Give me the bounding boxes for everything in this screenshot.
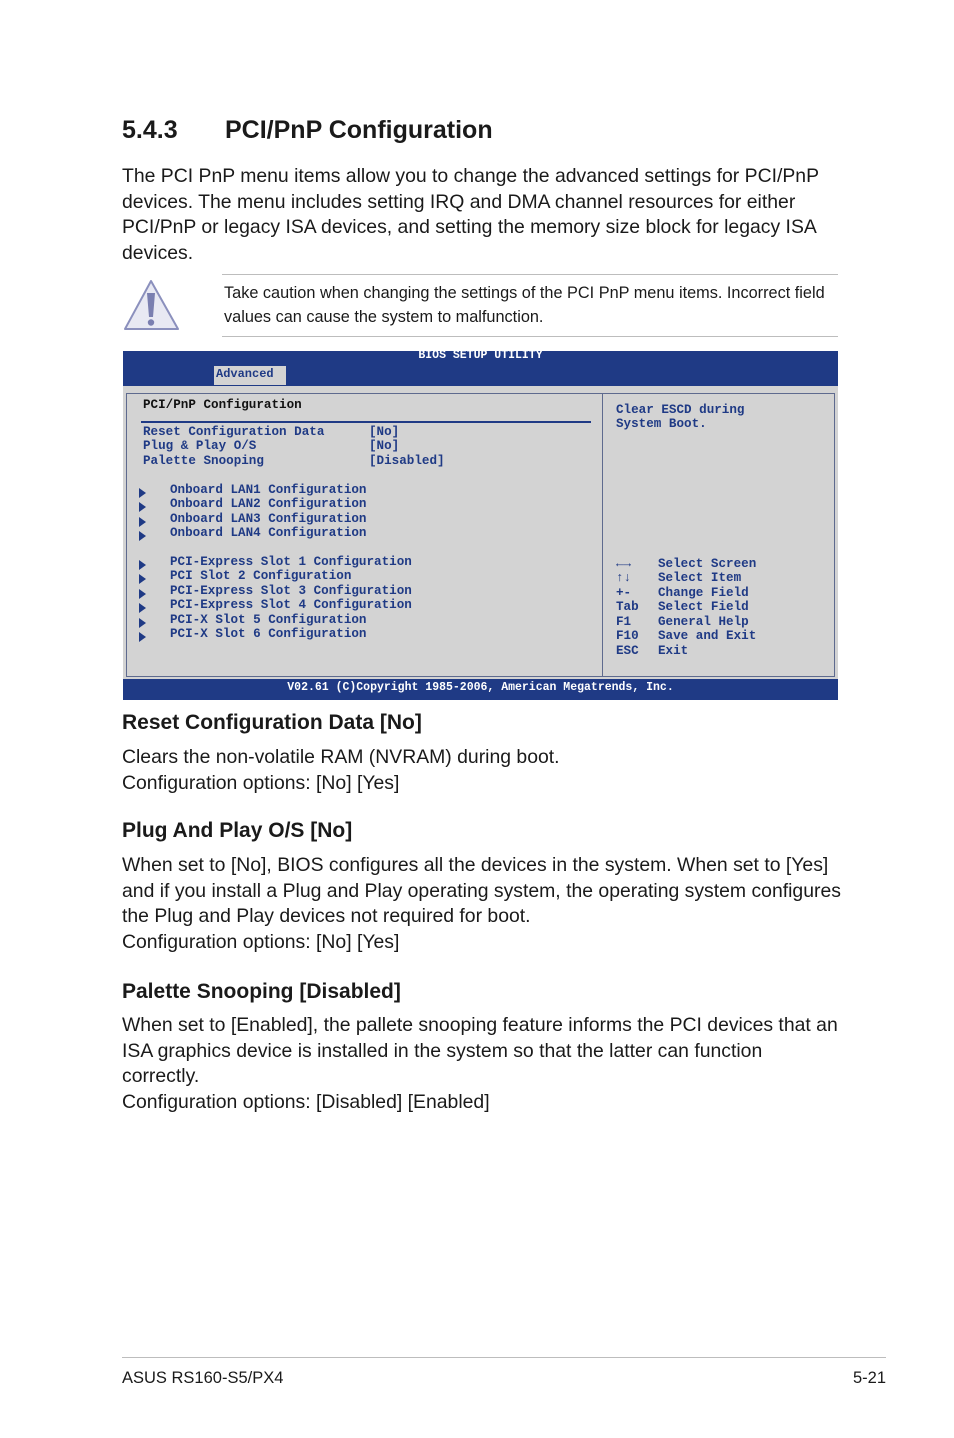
key-f10: F10 xyxy=(616,629,639,644)
setting-values xyxy=(369,425,445,468)
setting-palette-snooping[interactable]: Palette Snooping xyxy=(143,453,264,468)
action-select-screen: Select Screen xyxy=(658,557,757,571)
section-title xyxy=(122,116,493,145)
help-line-2: System Boot. xyxy=(616,417,707,432)
pnp-body: When set to [No], BIOS configures all the devices in the system. When set to [Yes] and if you install a Plug and Play operating system, the operating system configures the Plug and Play devices not required for boot. xyxy=(122,854,841,928)
setting-plug-play-os[interactable]: Plug & Play O/S xyxy=(143,439,257,454)
submenu-pcie-slot4[interactable]: PCI-Express Slot 4 Configuration xyxy=(170,598,412,613)
submenu-onboard-lan4[interactable]: Onboard LAN4 Configuration xyxy=(170,526,367,541)
bios-title: BIOS SETUP UTILITY xyxy=(418,349,543,362)
value-plug-play-os[interactable]: [No] xyxy=(369,439,400,454)
key-tab: Tab xyxy=(616,600,639,615)
palette-options: Configuration options: [Disabled] [Enabled] xyxy=(122,1091,490,1113)
triangle-right-icon xyxy=(139,517,146,527)
section-name: PCI/PnP Configuration xyxy=(225,116,493,144)
submenu-pcix-slot6[interactable]: PCI-X Slot 6 Configuration xyxy=(170,627,367,642)
triangle-right-icon xyxy=(139,488,146,498)
bios-panel-divider xyxy=(602,393,603,677)
action-general-help: General Help xyxy=(658,614,749,629)
caution-bottom-rule xyxy=(222,336,838,337)
key-left-right: ←→ xyxy=(616,557,632,571)
action-change-field: Change Field xyxy=(658,585,749,600)
help-line-1: Clear ESCD during xyxy=(616,403,745,417)
action-exit: Exit xyxy=(658,643,689,658)
submenu-pcix-slot5[interactable]: PCI-X Slot 5 Configuration xyxy=(170,612,367,627)
submenu-onboard-lan3[interactable]: Onboard LAN3 Configuration xyxy=(170,511,367,526)
key-f1: F1 xyxy=(616,614,632,629)
bios-header-rule xyxy=(141,421,591,423)
section-number: 5.4.3 xyxy=(122,116,178,144)
submenu-pcie-slot3[interactable]: PCI-Express Slot 3 Configuration xyxy=(170,583,412,598)
triangle-right-icon xyxy=(139,574,146,584)
key-actions xyxy=(658,557,756,658)
footer-product: ASUS RS160-S5/PX4 xyxy=(122,1369,284,1387)
submenu-onboard-lan2[interactable]: Onboard LAN2 Configuration xyxy=(170,497,367,512)
lan-list xyxy=(170,483,367,541)
tab-advanced[interactable]: Advanced xyxy=(214,366,286,385)
slot-list xyxy=(170,555,412,642)
footer-page-number: 5-21 xyxy=(852,1369,886,1387)
triangle-right-icon xyxy=(139,502,146,512)
heading-reset-configuration: Reset Configuration Data [No] xyxy=(122,711,422,734)
key-esc: ESC xyxy=(616,643,639,658)
key-up-down: ↑↓ xyxy=(616,571,632,586)
action-save-and-exit: Save and Exit xyxy=(658,629,757,644)
key-names xyxy=(616,557,639,658)
heading-plug-and-play: Plug And Play O/S [No] xyxy=(122,819,353,842)
bios-menu-header: PCI/PnP Configuration xyxy=(143,398,302,412)
bios-screenshot xyxy=(123,351,838,700)
caution-note xyxy=(122,274,838,336)
submenu-pci-slot2[interactable]: PCI Slot 2 Configuration xyxy=(170,569,352,584)
action-select-field: Select Field xyxy=(658,600,749,615)
triangle-right-icon xyxy=(139,531,146,541)
value-reset-configuration-data[interactable]: [No] xyxy=(369,425,400,439)
pnp-options: Configuration options: [No] [Yes] xyxy=(122,931,400,953)
caution-text: Take caution when changing the settings of the PCI PnP menu items. Incorrect field values can cause the system to malfunction. xyxy=(224,284,825,326)
triangle-right-icon xyxy=(139,589,146,599)
heading-palette-snooping: Palette Snooping [Disabled] xyxy=(122,980,401,1003)
reset-options: Configuration options: [No] [Yes] xyxy=(122,772,400,794)
value-palette-snooping[interactable]: [Disabled] xyxy=(369,453,445,468)
intro-paragraph: The PCI PnP menu items allow you to change the advanced settings for PCI/PnP devices. The menu includes setting IRQ and DMA channel resources for either PCI/PnP or legacy ISA devices, and setting the memory size block for legacy ISA devices. xyxy=(122,165,819,264)
reset-body: Clears the non-volatile RAM (NVRAM) during boot. xyxy=(122,746,560,768)
triangle-right-icon xyxy=(139,618,146,628)
submenu-pcie-slot1[interactable]: PCI-Express Slot 1 Configuration xyxy=(170,555,412,569)
help-lines xyxy=(616,403,744,432)
bios-copyright: V02.61 (C)Copyright 1985-2006, American Megatrends, Inc. xyxy=(123,679,838,700)
key-plus-minus: +- xyxy=(616,585,632,600)
footer-rule xyxy=(122,1357,886,1358)
action-select-item: Select Item xyxy=(658,571,742,586)
triangle-right-icon xyxy=(139,632,146,642)
palette-body: When set to [Enabled], the pallete snooping feature informs the PCI devices that an ISA graphics device is installed in the system so that the latter can function correctly. xyxy=(122,1014,838,1088)
triangle-right-icon xyxy=(139,560,146,570)
warning-triangle-icon xyxy=(122,277,182,333)
setting-names xyxy=(143,425,324,468)
triangle-right-icon xyxy=(139,603,146,613)
caution-top-rule xyxy=(222,274,838,275)
setting-reset-configuration-data[interactable]: Reset Configuration Data xyxy=(143,425,325,439)
submenu-onboard-lan1[interactable]: Onboard LAN1 Configuration xyxy=(170,483,367,497)
